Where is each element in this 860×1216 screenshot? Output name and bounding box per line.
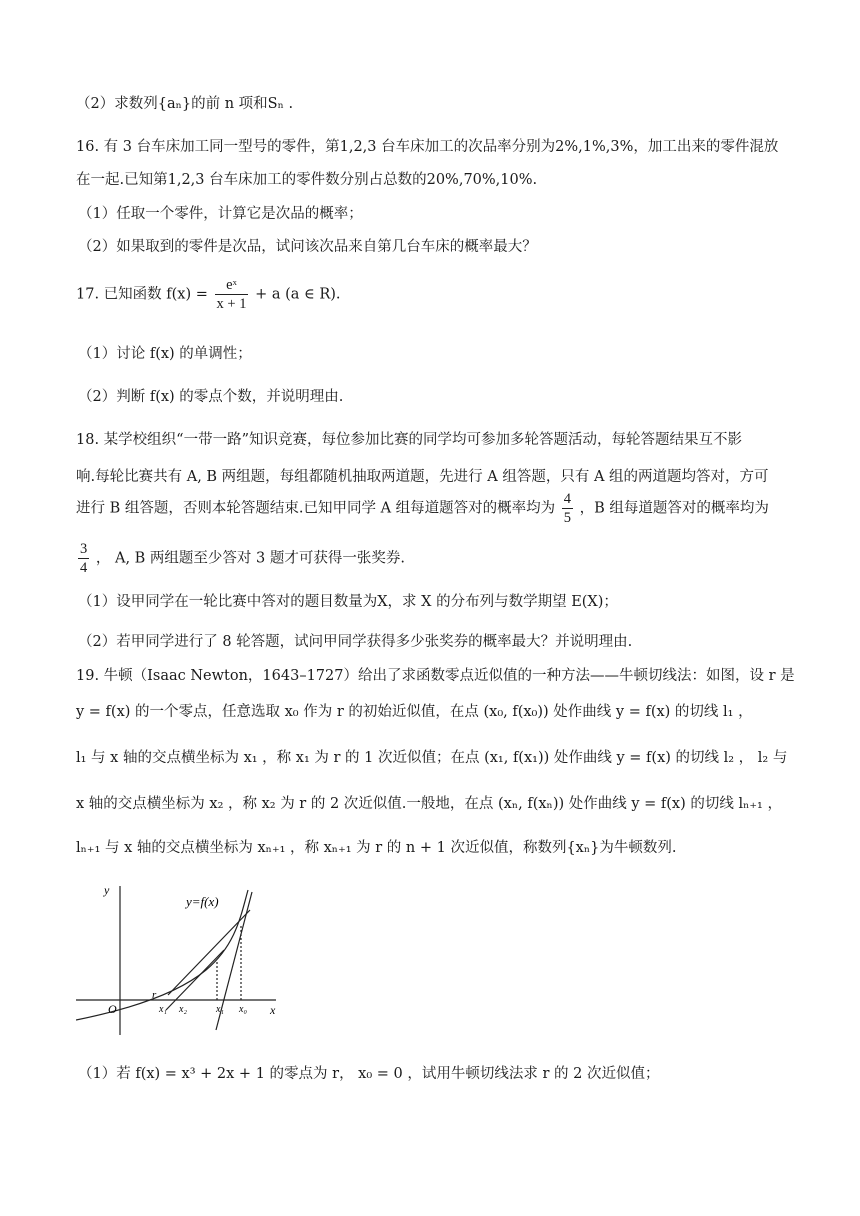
q18-part2: （2）若甲同学进行了 8 轮答题，试问甲同学获得多少张奖券的概率最大？并说明理由. [78, 634, 633, 650]
q18-stem-3 [76, 490, 769, 527]
q18-stem-2: 响.每轮比赛共有 A, B 两组题，每组都随机抽取两道题，先进行 A 组答题，只有 A 组的两道题均答对，方可 [76, 469, 769, 485]
q18-stem-1: 18. 某学校组织“一带一路”知识竞赛，每位参加比赛的同学均可参加多轮答题活动，每轮答题结果互不影 [76, 432, 742, 448]
q19-stem-1: 19. 牛顿（Isaac Newton，1643–1727）给出了求函数零点近似值的一种方法——牛顿切线法：如图，设 r 是 [76, 668, 795, 684]
q18-fraction-b-den: 4 [80, 560, 88, 576]
q17-numerator: eˣ [226, 277, 237, 293]
r-label: r [152, 989, 157, 1001]
q19-stem-5: lₙ₊₁ 与 x 轴的交点横坐标为 xₙ₊₁ ，称 xₙ₊₁ 为 r 的 n + 1 次近似值，称数列{xₙ}为牛顿数列. [76, 840, 677, 856]
q17-stem [76, 276, 341, 313]
q16-part2: （2）如果取到的零件是次品，试问该次品来自第几台车床的概率最大？ [78, 239, 537, 255]
q17-fraction [215, 276, 249, 313]
q19-stem-2: y = f(x) 的一个零点，任意选取 x₀ 作为 r 的初始近似值，在点 (x₀, f(x₀)) 处作曲线 y = f(x) 的切线 l₁ ， [76, 704, 753, 720]
q18-part1: （1）设甲同学在一轮比赛中答对的题目数量为X，求 X 的分布列与数学期望 E(X)； [78, 594, 618, 610]
tangent-l2 [166, 950, 224, 1010]
x1-label-b: x₁ [216, 1004, 224, 1015]
newton-method-figure [76, 880, 286, 1040]
y-axis-label: y [104, 883, 110, 897]
q16-part1: （1）任取一个零件，计算它是次品的概率； [78, 206, 363, 222]
origin-label: O [108, 1002, 117, 1016]
x1-label-a: x₁ [159, 1004, 167, 1015]
x0-label: x₀ [239, 1004, 247, 1015]
q16-stem-2: 在一起.已知第1,2,3 台车床加工的零件数分别占总数的20%,70%,10%. [76, 172, 538, 188]
q18-fraction-a-num: 4 [563, 491, 572, 507]
q15-part2: （2）求数列{aₙ}的前 n 项和Sₙ . [76, 96, 294, 112]
tangent-l1 [168, 910, 250, 995]
q18-stem-4 [76, 540, 405, 577]
q18-fraction-a-den: 5 [563, 510, 572, 526]
q17-part1: （1）讨论 f(x) 的单调性； [78, 346, 252, 362]
x2-label: x₂ [179, 1004, 187, 1015]
x-axis-label: x [270, 1003, 276, 1017]
q18-fraction-b-num: 3 [80, 541, 88, 557]
q19-stem-3: l₁ 与 x 轴的交点横坐标为 x₁ ，称 x₁ 为 r 的 1 次近似值；在点 (x₁, f(x₁)) 处作曲线 y = f(x) 的切线 l₂ ， l₂ 与 [76, 750, 788, 766]
q17-suffix: + a (a ∈ R). [255, 286, 341, 303]
q19-stem-4: x 轴的交点横坐标为 x₂ ，称 x₂ 为 r 的 2 次近似值.一般地，在点 (xₙ, f(xₙ)) 处作曲线 y = f(x) 的切线 lₙ₊₁ ， [76, 796, 782, 812]
q17-part2: （2）判断 f(x) 的零点个数，并说明理由. [78, 389, 344, 405]
q18-stem-3-suffix: ，B 组每道题答对的概率均为 [579, 500, 769, 517]
q18-fraction-b [78, 540, 89, 577]
q17-denominator: x + 1 [216, 296, 247, 312]
curve-label: y=f(x) [186, 894, 219, 909]
q18-fraction-a [562, 490, 573, 527]
q19-part1: （1）若 f(x) = x³ + 2x + 1 的零点为 r， x₀ = 0 ，试用牛顿切线法求 r 的 2 次近似值； [78, 1066, 660, 1082]
q18-stem-3-text: 进行 B 组答题，否则本轮答题结束.已知甲同学 A 组每道题答对的概率均为 [76, 500, 556, 517]
q18-stem-4-suffix: ， A, B 两组题至少答对 3 题才可获得一张奖券. [95, 550, 405, 567]
q16-stem-1: 16. 有 3 台车床加工同一型号的零件，第1,2,3 台车床加工的次品率分别为2%,1%,3%，加工出来的零件混放 [76, 139, 779, 155]
q17-prefix: 17. 已知函数 f(x) = [76, 286, 208, 303]
